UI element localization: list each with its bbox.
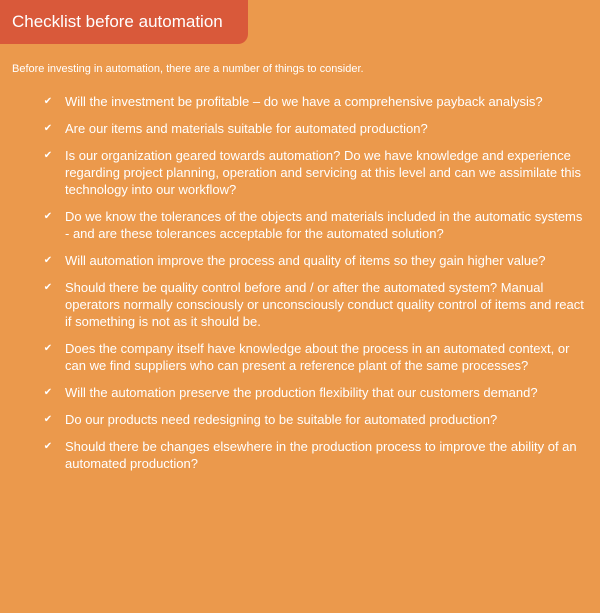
checkmark-icon: ✔	[43, 441, 53, 452]
checklist-item-text: Will the automation preserve the production flexibility that our customers demand?	[65, 385, 538, 400]
checklist-item-text: Do our products need redesigning to be suitable for automated production?	[65, 412, 498, 427]
checklist-item	[0, 252, 600, 269]
checklist	[0, 93, 600, 482]
checklist-item	[0, 384, 600, 401]
checkmark-icon: ✔	[43, 414, 53, 425]
checklist-item	[0, 208, 600, 242]
checklist-item	[0, 120, 600, 137]
checkmark-icon: ✔	[43, 387, 53, 398]
checklist-item	[0, 411, 600, 428]
section-title-tab	[0, 0, 248, 44]
checklist-item	[0, 438, 600, 472]
checklist-item-text: Do we know the tolerances of the objects and materials included in the automatic systems - and are these tolerances acceptable for the automated solution?	[65, 209, 583, 241]
checkmark-icon: ✔	[43, 211, 53, 222]
checklist-item	[0, 147, 600, 198]
checkmark-icon: ✔	[43, 150, 53, 161]
checkmark-icon: ✔	[43, 343, 53, 354]
checklist-item-text: Should there be quality control before and / or after the automated system? Manual operators normally consciously or unconsciously conduct quality control of items and react if something is not as it should be.	[65, 280, 584, 329]
checklist-item-text: Should there be changes elsewhere in the production process to improve the ability of an automated production?	[65, 439, 577, 471]
section-title: Checklist before automation	[12, 12, 223, 31]
checklist-item-text: Will the investment be profitable – do we have a comprehensive payback analysis?	[65, 94, 543, 109]
checkmark-icon: ✔	[43, 255, 53, 266]
checklist-item	[0, 279, 600, 330]
checklist-item	[0, 93, 600, 110]
intro-text: Before investing in automation, there are a number of things to consider.	[12, 63, 364, 75]
checklist-item	[0, 340, 600, 374]
checkmark-icon: ✔	[43, 282, 53, 293]
checklist-item-text: Does the company itself have knowledge about the process in an automated context, or can we find suppliers who can present a reference plant of the same processes?	[65, 341, 570, 373]
checklist-item-text: Will automation improve the process and quality of items so they gain higher value?	[65, 253, 546, 268]
checklist-item-text: Is our organization geared towards automation? Do we have knowledge and experience regarding project planning, operation and servicing at this level and can we assimilate this technology into our workflow?	[65, 148, 581, 197]
checkmark-icon: ✔	[43, 96, 53, 107]
checklist-item-text: Are our items and materials suitable for automated production?	[65, 121, 428, 136]
checkmark-icon: ✔	[43, 123, 53, 134]
